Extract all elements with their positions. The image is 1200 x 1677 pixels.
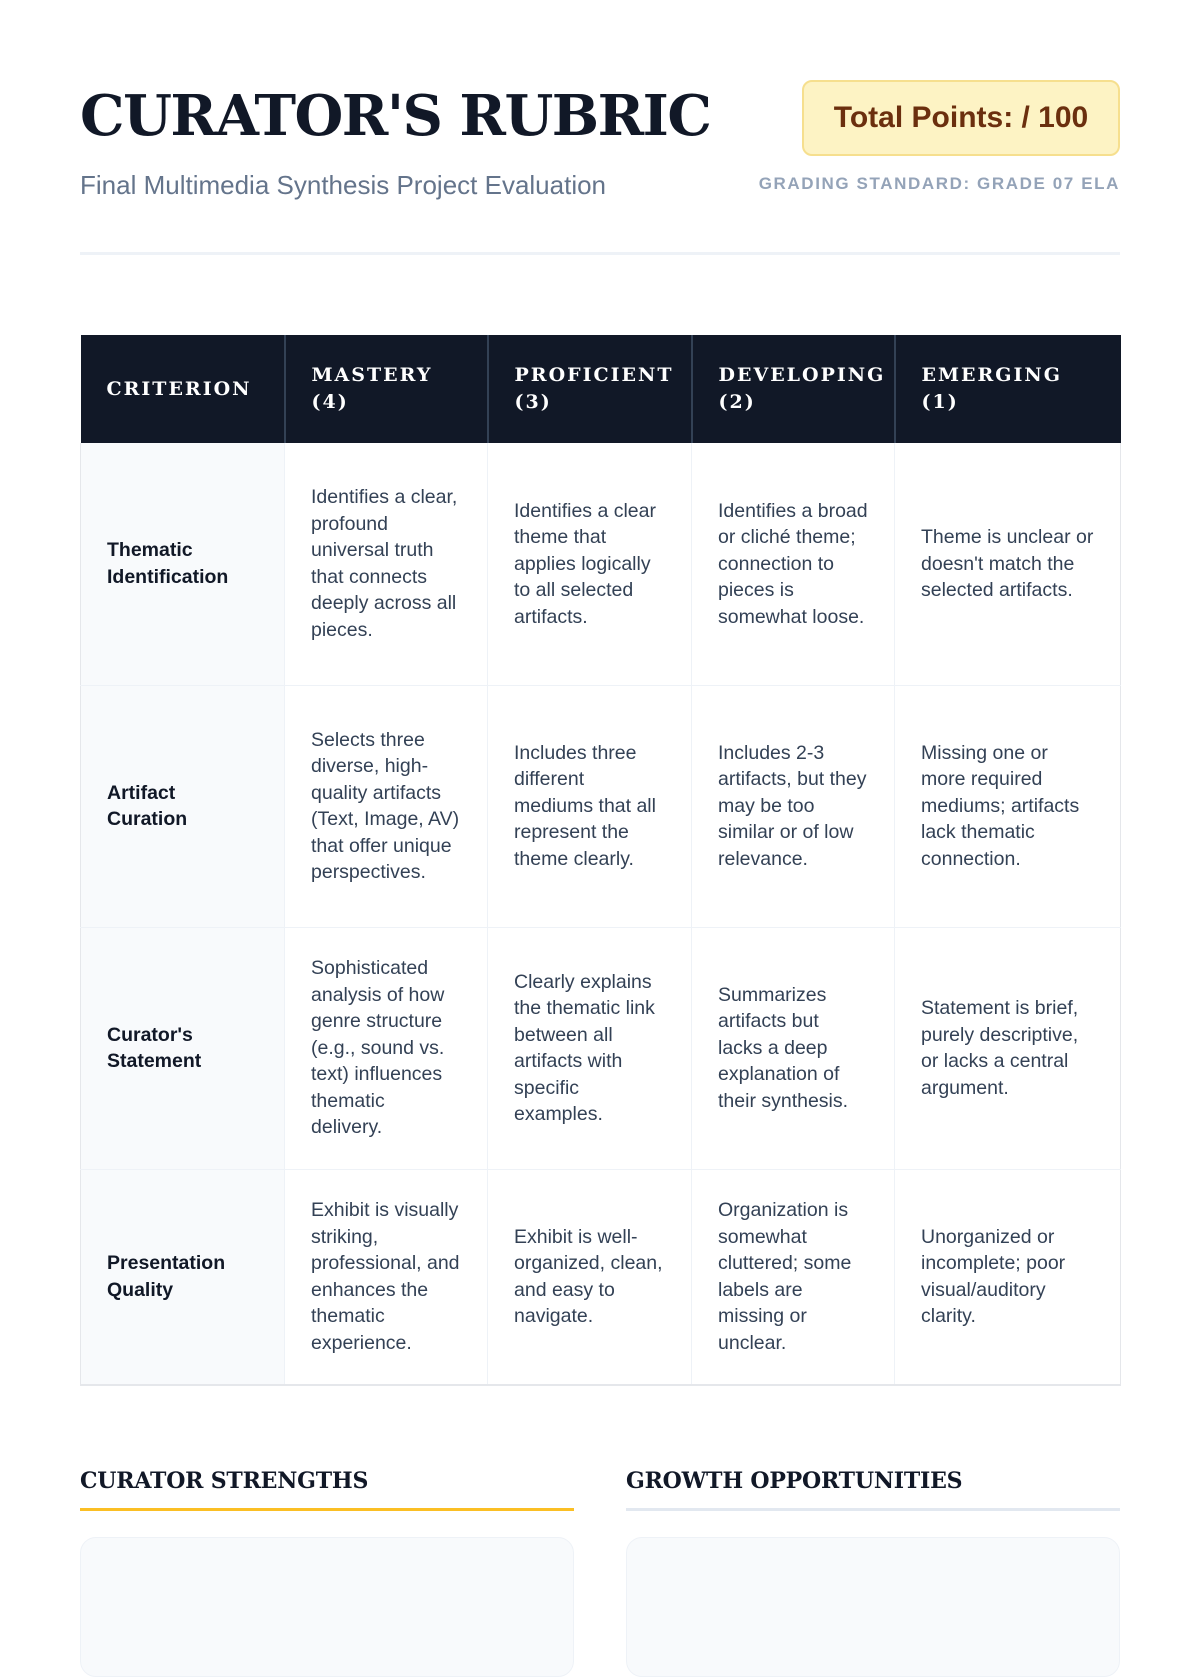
growth-notes-box[interactable] bbox=[626, 1537, 1120, 1677]
table-row bbox=[81, 685, 1121, 927]
criterion-cell: Artifact Curation bbox=[81, 685, 285, 927]
criterion-cell: Curator's Statement bbox=[81, 927, 285, 1169]
column-header-developing: DEVELOPING (2) bbox=[692, 335, 895, 443]
mastery-cell: Exhibit is visually striking, professional, and enhances the thematic experience. bbox=[285, 1169, 488, 1385]
table-row bbox=[81, 927, 1121, 1169]
mastery-cell: Identifies a clear, profound universal truth that connects deeply across all pieces. bbox=[285, 443, 488, 685]
table-row bbox=[81, 1169, 1121, 1385]
total-points-badge: Total Points: / 100 bbox=[802, 80, 1120, 156]
table-row bbox=[81, 443, 1121, 685]
strengths-section bbox=[80, 1468, 574, 1677]
emerging-cell: Theme is unclear or doesn't match the selected artifacts. bbox=[895, 443, 1121, 685]
feedback-section bbox=[80, 1468, 1120, 1677]
page-header bbox=[80, 80, 1120, 255]
criterion-cell: Thematic Identification bbox=[81, 443, 285, 685]
growth-section bbox=[626, 1468, 1120, 1677]
developing-cell: Organization is somewhat cluttered; some labels are missing or unclear. bbox=[692, 1169, 895, 1385]
table-header-row bbox=[81, 335, 1121, 443]
proficient-cell: Exhibit is well-organized, clean, and easy to navigate. bbox=[488, 1169, 692, 1385]
column-header-mastery: MASTERY (4) bbox=[285, 335, 488, 443]
emerging-cell: Unorganized or incomplete; poor visual/auditory clarity. bbox=[895, 1169, 1121, 1385]
mastery-cell: Selects three diverse, high-quality artifacts (Text, Image, AV) that offer unique perspectives. bbox=[285, 685, 488, 927]
developing-cell: Identifies a broad or cliché theme; connection to pieces is somewhat loose. bbox=[692, 443, 895, 685]
proficient-cell: Includes three different mediums that all represent the theme clearly. bbox=[488, 685, 692, 927]
strengths-title: CURATOR STRENGTHS bbox=[80, 1468, 574, 1511]
strengths-notes-box[interactable] bbox=[80, 1537, 574, 1677]
mastery-cell: Sophisticated analysis of how genre structure (e.g., sound vs. text) influences thematic delivery. bbox=[285, 927, 488, 1169]
column-header-proficient: PROFICIENT (3) bbox=[488, 335, 692, 443]
proficient-cell: Identifies a clear theme that applies logically to all selected artifacts. bbox=[488, 443, 692, 685]
page-title: CURATOR'S RUBRIC bbox=[80, 83, 711, 149]
column-header-criterion: CRITERION bbox=[81, 335, 285, 443]
emerging-cell: Missing one or more required mediums; artifacts lack thematic connection. bbox=[895, 685, 1121, 927]
criterion-cell: Presentation Quality bbox=[81, 1169, 285, 1385]
grading-standard-label: GRADING STANDARD: GRADE 07 ELA bbox=[758, 174, 1120, 193]
developing-cell: Includes 2-3 artifacts, but they may be too similar or of low relevance. bbox=[692, 685, 895, 927]
rubric-table bbox=[80, 335, 1121, 1386]
column-header-emerging: EMERGING (1) bbox=[895, 335, 1121, 443]
developing-cell: Summarizes artifacts but lacks a deep explanation of their synthesis. bbox=[692, 927, 895, 1169]
emerging-cell: Statement is brief, purely descriptive, or lacks a central argument. bbox=[895, 927, 1121, 1169]
proficient-cell: Clearly explains the thematic link between all artifacts with specific examples. bbox=[488, 927, 692, 1169]
page-subtitle: Final Multimedia Synthesis Project Evaluation bbox=[80, 170, 607, 200]
growth-title: GROWTH OPPORTUNITIES bbox=[626, 1468, 1120, 1511]
